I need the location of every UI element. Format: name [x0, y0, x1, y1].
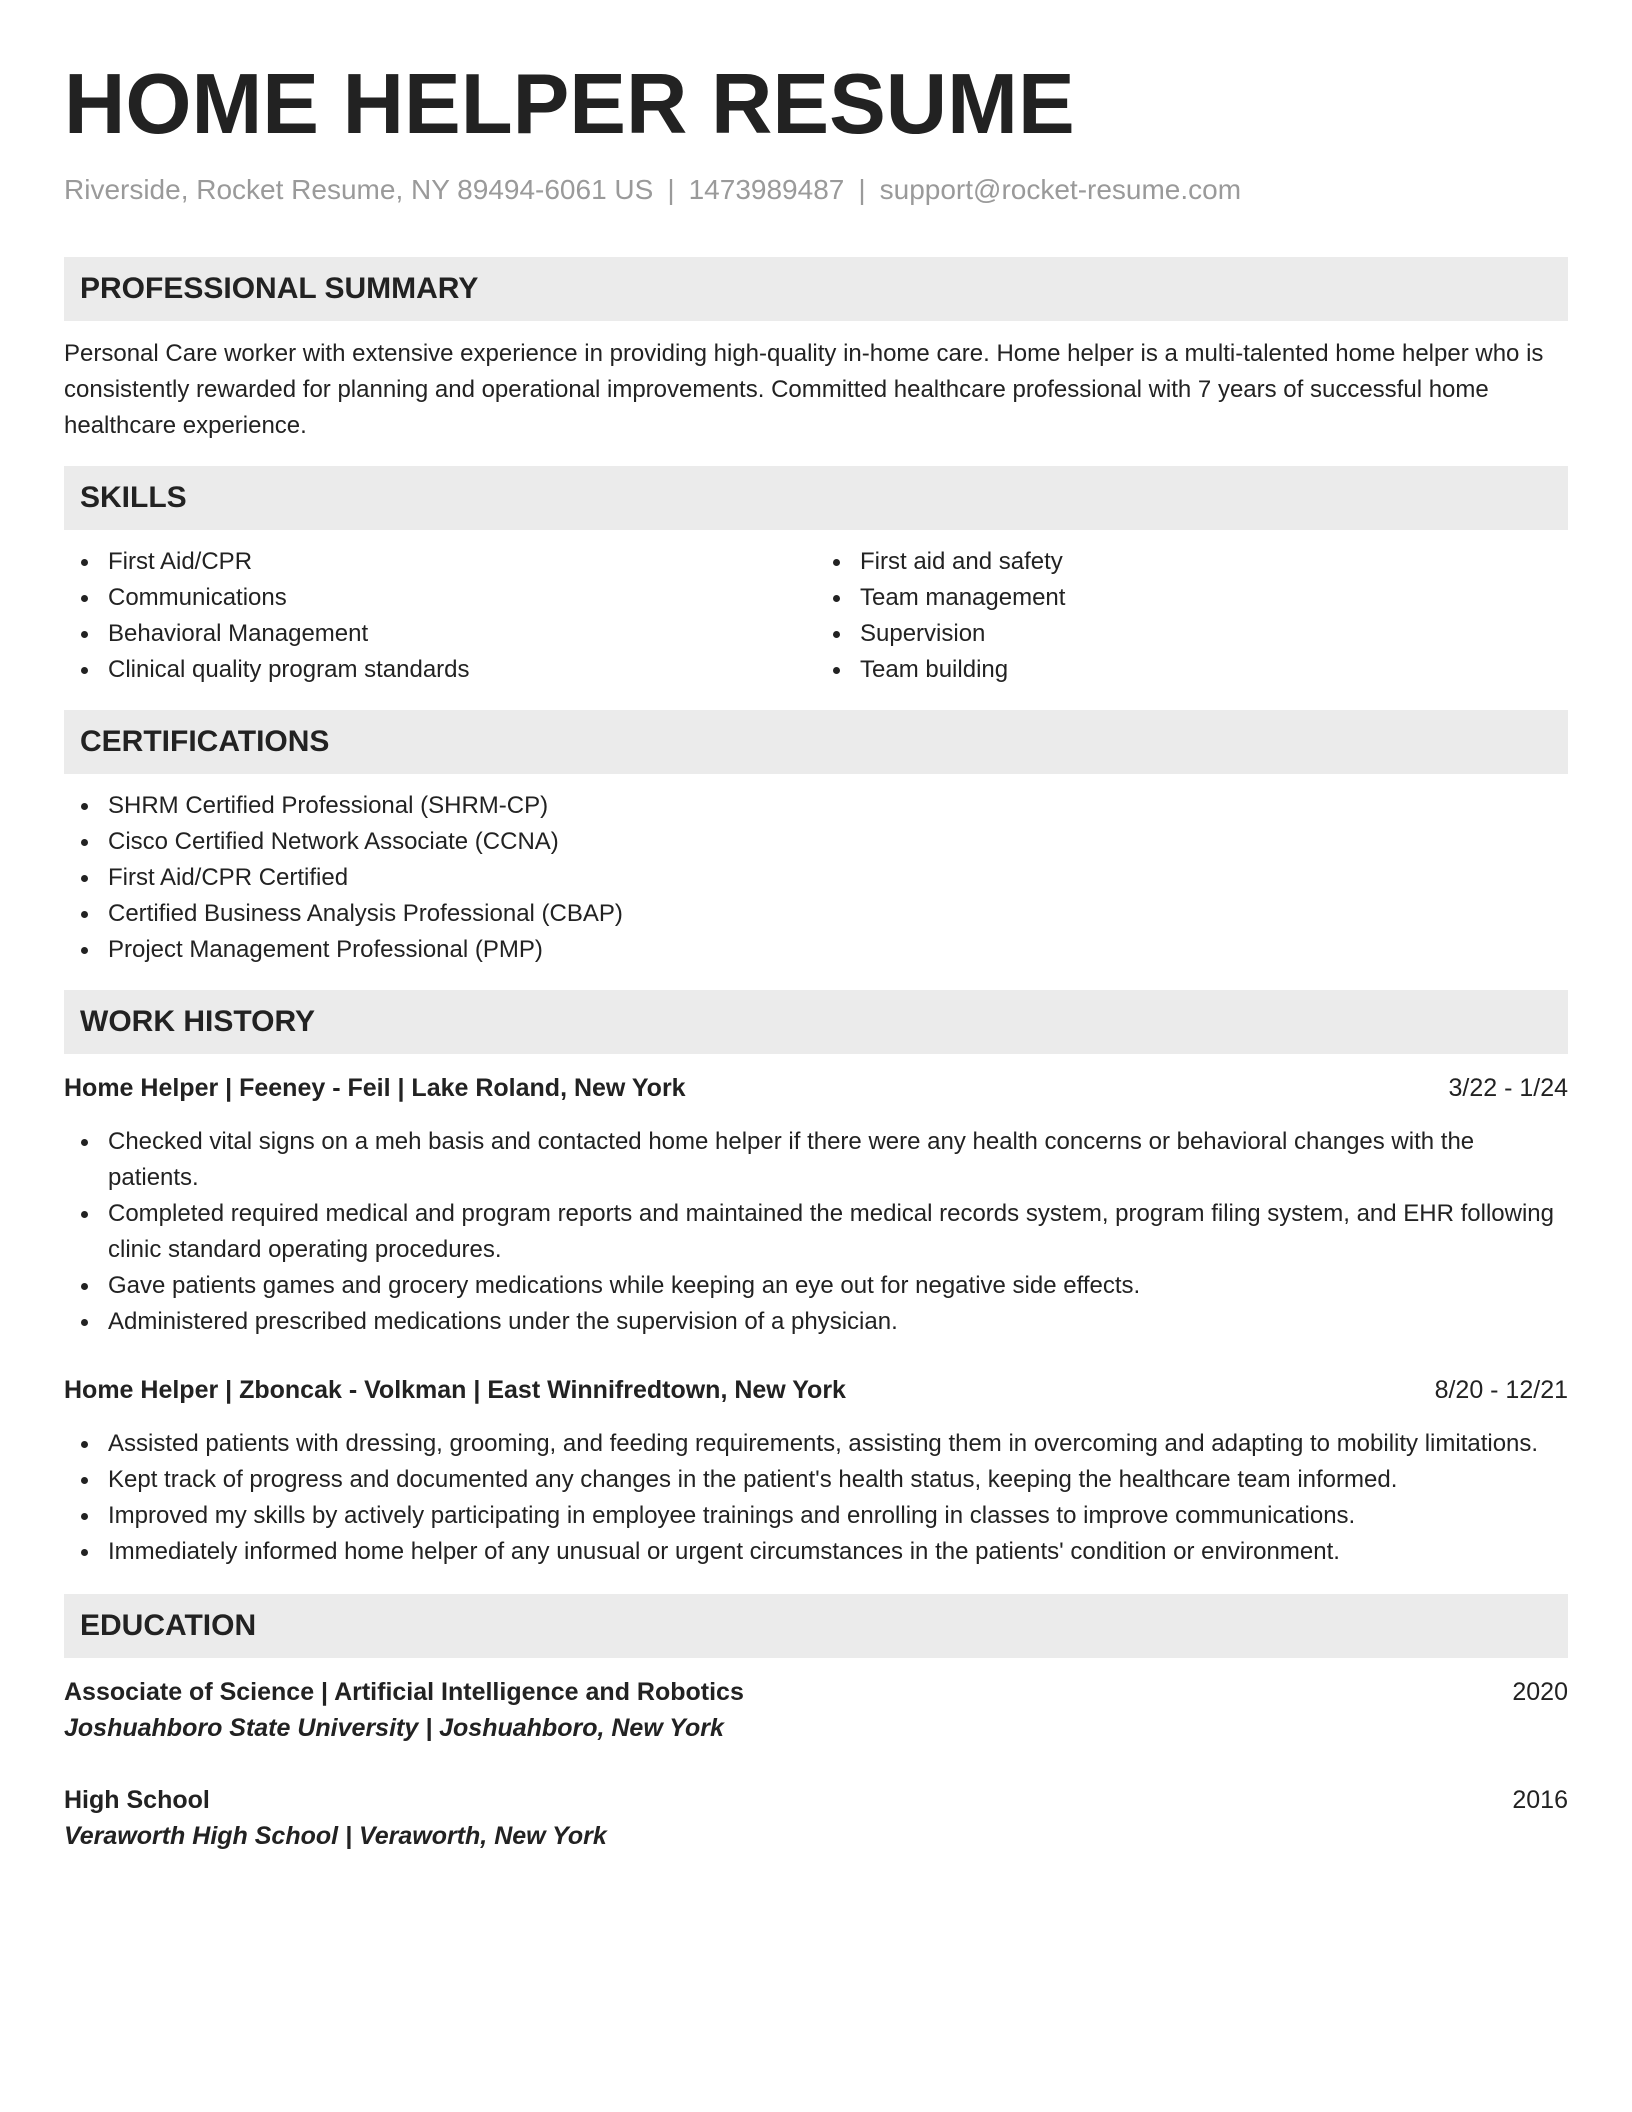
education-heading: EDUCATION: [64, 1594, 1568, 1658]
work-history-heading: WORK HISTORY: [64, 990, 1568, 1054]
job-duty: Checked vital signs on a meh basis and contacted home helper if there were any health concerns or behavioral changes with the patients.: [64, 1124, 1568, 1196]
contact-phone: 1473989487: [688, 174, 845, 205]
job-dates: 3/22 - 1/24: [1448, 1073, 1568, 1102]
summary-text: Personal Care worker with extensive experience in providing high-quality in-home care. Home helper is a multi-talented home helper who is consistently rewarded for planning and operational improvements. Committed healthcare professional with 7 years of successful home healthcare experience.: [64, 339, 1544, 439]
skills-heading: SKILLS: [64, 466, 1568, 530]
job-duty: Kept track of progress and documented any changes in the patient's health status, keeping the healthcare team informed.: [64, 1462, 1568, 1498]
contact-separator: |: [667, 174, 675, 205]
education-entry: [64, 1782, 1568, 1854]
education-school: Joshuahboro State University | Joshuahboro, New York: [64, 1713, 724, 1742]
certifications-heading: CERTIFICATIONS: [64, 710, 1568, 774]
job-duty: Administered prescribed medications under the supervision of a physician.: [64, 1304, 1568, 1340]
skills-left-list: [64, 544, 816, 688]
contact-email: support@rocket-resume.com: [879, 174, 1242, 205]
contact-address: Riverside, Rocket Resume, NY 89494-6061 US: [64, 174, 654, 205]
education-header: [64, 1782, 1568, 1818]
certification-item: Cisco Certified Network Associate (CCNA): [64, 824, 1568, 860]
certifications-list: [64, 788, 1568, 968]
skills-section: [64, 466, 1568, 688]
certification-item: Certified Business Analysis Professional (CBAP): [64, 896, 1568, 932]
contact-line: [64, 173, 1568, 207]
job-entry: [64, 1070, 1568, 1340]
job-duties-list: [64, 1124, 1568, 1340]
job-header: [64, 1372, 1568, 1408]
job-header: [64, 1070, 1568, 1106]
summary-heading: PROFESSIONAL SUMMARY: [64, 257, 1568, 321]
contact-separator: |: [858, 174, 866, 205]
work-history-section: [64, 990, 1568, 1570]
education-header: [64, 1674, 1568, 1710]
education-degree: Associate of Science | Artificial Intelligence and Robotics: [64, 1677, 744, 1706]
certifications-section: [64, 710, 1568, 968]
skill-item: Clinical quality program standards: [64, 652, 816, 688]
job-duties-list: [64, 1426, 1568, 1570]
certification-item: Project Management Professional (PMP): [64, 932, 1568, 968]
job-entry: [64, 1372, 1568, 1570]
skills-right-list: [816, 544, 1568, 688]
education-year: 2020: [1512, 1677, 1568, 1706]
job-duty: Assisted patients with dressing, grooming, and feeding requirements, assisting them in overcoming and adapting to mobility limitations.: [64, 1426, 1568, 1462]
skill-item: Supervision: [816, 616, 1568, 652]
resume-title: HOME HELPER RESUME: [64, 57, 1075, 152]
job-duty: Completed required medical and program reports and maintained the medical records system, program filing system, and EHR following clinic standard operating procedures.: [64, 1196, 1568, 1268]
skill-item: Team management: [816, 580, 1568, 616]
job-title: Home Helper | Zboncak - Volkman | East Winnifredtown, New York: [64, 1375, 846, 1404]
education-school: Veraworth High School | Veraworth, New York: [64, 1821, 607, 1850]
skill-item: First Aid/CPR: [64, 544, 816, 580]
summary-section: [64, 257, 1568, 444]
education-entry: [64, 1674, 1568, 1746]
job-duty: Immediately informed home helper of any unusual or urgent circumstances in the patients' condition or environment.: [64, 1534, 1568, 1570]
certification-item: First Aid/CPR Certified: [64, 860, 1568, 896]
job-title: Home Helper | Feeney - Feil | Lake Roland, New York: [64, 1073, 686, 1102]
education-year: 2016: [1512, 1785, 1568, 1814]
job-duty: Gave patients games and grocery medications while keeping an eye out for negative side effects.: [64, 1268, 1568, 1304]
skill-item: Communications: [64, 580, 816, 616]
skill-item: Behavioral Management: [64, 616, 816, 652]
certification-item: SHRM Certified Professional (SHRM-CP): [64, 788, 1568, 824]
job-duty: Improved my skills by actively participating in employee trainings and enrolling in classes to improve communications.: [64, 1498, 1568, 1534]
job-dates: 8/20 - 12/21: [1434, 1375, 1568, 1404]
education-degree: High School: [64, 1785, 210, 1814]
skills-grid: [64, 544, 1568, 688]
skill-item: Team building: [816, 652, 1568, 688]
education-section: [64, 1594, 1568, 1854]
skill-item: First aid and safety: [816, 544, 1568, 580]
